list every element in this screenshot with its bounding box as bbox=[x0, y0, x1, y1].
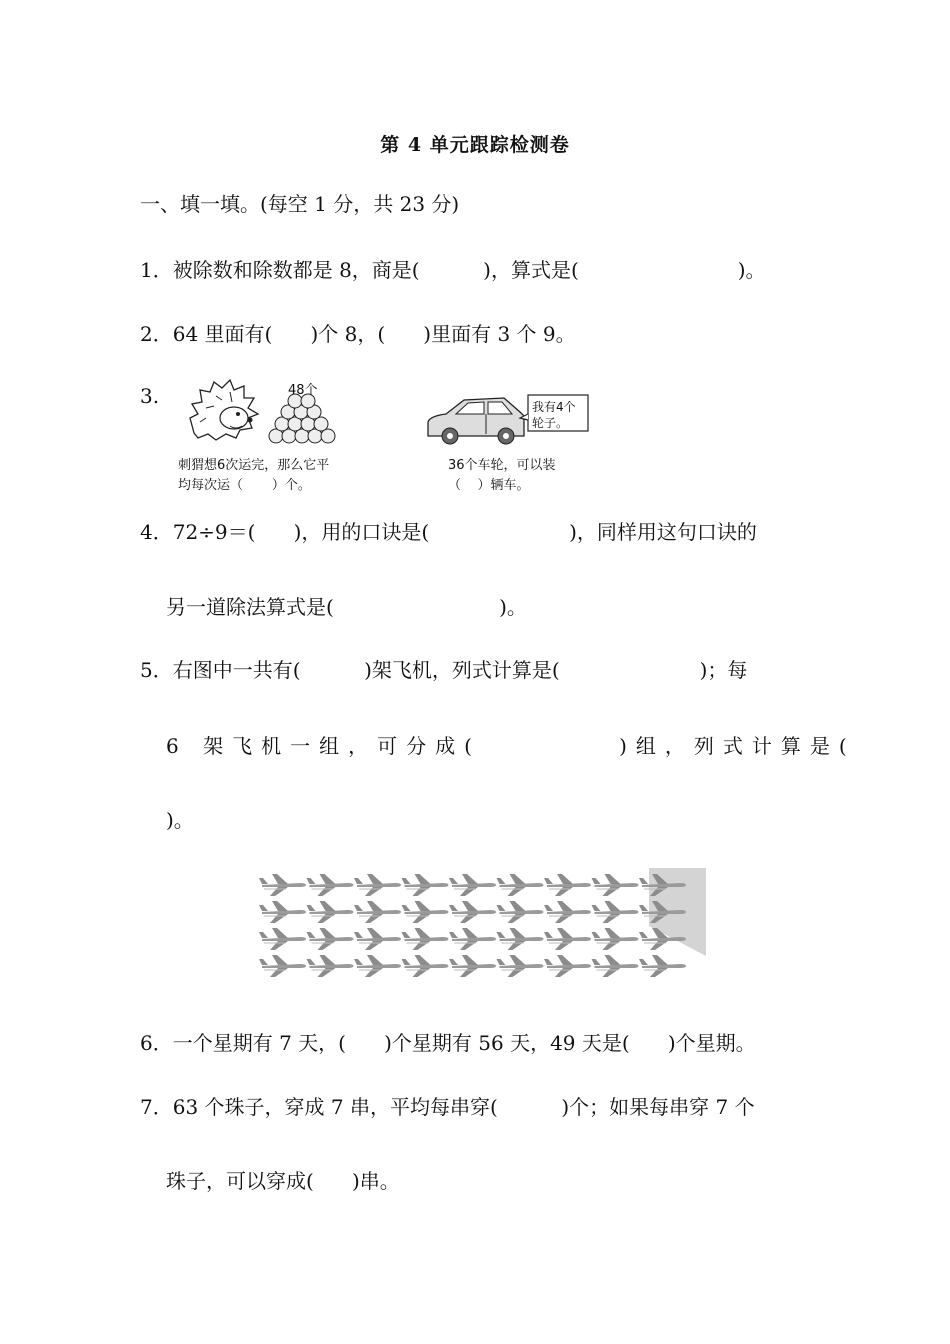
airplane-icon bbox=[544, 955, 591, 977]
airplane-icon bbox=[449, 901, 496, 923]
airplane-icon bbox=[544, 874, 591, 896]
airplane-icon bbox=[354, 955, 401, 977]
airplane-icon bbox=[259, 901, 306, 923]
airplane-icon bbox=[354, 928, 401, 950]
question-5-line-3: )。 bbox=[166, 808, 194, 832]
question-1: 1．被除数和除数都是 8，商是( )，算式是( )。 bbox=[140, 258, 766, 282]
airplane-icon bbox=[259, 928, 306, 950]
airplane-icon bbox=[307, 901, 354, 923]
speech-bubble-line-1: 我有4个 bbox=[532, 400, 576, 414]
question-6: 6．一个星期有 7 天，( )个星期有 56 天，49 天是( )个星期。 bbox=[140, 1031, 756, 1055]
airplane-icon bbox=[497, 928, 544, 950]
airplanes bbox=[259, 874, 686, 977]
airplane-icon bbox=[449, 874, 496, 896]
question-2: 2．64 里面有( )个 8，( )里面有 3 个 9。 bbox=[140, 322, 576, 346]
airplane-icon bbox=[354, 874, 401, 896]
airplane-icon bbox=[259, 874, 306, 896]
airplane-grid bbox=[254, 866, 710, 982]
airplane-icon bbox=[497, 901, 544, 923]
airplane-icon bbox=[592, 901, 639, 923]
question-7-line-2: 珠子，可以穿成( )串。 bbox=[166, 1169, 400, 1193]
question-4-line-1: 4．72÷9＝( )，用的口诀是( )，同样用这句口诀的 bbox=[140, 520, 757, 544]
airplane-icon bbox=[592, 928, 639, 950]
airplane-icon bbox=[639, 955, 686, 977]
airplane-icon bbox=[544, 928, 591, 950]
question-5-line-2: 6 架飞机一组，可分成( )组，列式计算是( bbox=[166, 734, 856, 758]
airplane-icon bbox=[402, 901, 449, 923]
airplane-icon bbox=[307, 955, 354, 977]
question-5-line-1: 5．右图中一共有( )架飞机，列式计算是( )；每 bbox=[140, 658, 748, 682]
apple-count-label: 48个 bbox=[288, 383, 318, 398]
question-4-line-2: 另一道除法算式是( )。 bbox=[166, 595, 527, 619]
question-7-line-1: 7．63 个珠子，穿成 7 串，平均每串穿( )个；如果每串穿 7 个 bbox=[140, 1095, 755, 1119]
car-caption-line-1: 36个车轮，可以装 bbox=[448, 458, 556, 473]
airplane-icon bbox=[402, 928, 449, 950]
airplane-icon bbox=[259, 955, 306, 977]
airplane-grid-svg bbox=[254, 866, 710, 982]
airplane-icon bbox=[307, 928, 354, 950]
airplane-icon bbox=[592, 874, 639, 896]
hedgehog-illustration bbox=[186, 378, 346, 448]
airplane-icon bbox=[497, 874, 544, 896]
car-icon bbox=[428, 398, 524, 444]
airplane-icon bbox=[307, 874, 354, 896]
airplane-icon bbox=[497, 955, 544, 977]
airplane-icon bbox=[449, 955, 496, 977]
question-3-number: 3. bbox=[140, 384, 160, 408]
airplane-icon bbox=[354, 901, 401, 923]
hedgehog-caption-line-2: 均每次运（ ）个。 bbox=[178, 478, 311, 493]
airplane-icon bbox=[402, 955, 449, 977]
airplane-icon bbox=[449, 928, 496, 950]
section-heading: 一、填一填。(每空 1 分，共 23 分) bbox=[140, 192, 460, 216]
hedgehog-icon bbox=[190, 380, 258, 440]
airplane-icon bbox=[544, 901, 591, 923]
speech-bubble-line-2: 轮子。 bbox=[532, 416, 569, 430]
apple-pile-icon bbox=[269, 394, 335, 443]
car-caption-line-2: （ ）辆车。 bbox=[448, 478, 530, 493]
page-title: 第 4 单元跟踪检测卷 bbox=[380, 134, 570, 156]
airplane-icon bbox=[592, 955, 639, 977]
hedgehog-caption-line-1: 刺猬想6次运完，那么它平 bbox=[178, 458, 330, 473]
airplane-icon bbox=[402, 874, 449, 896]
